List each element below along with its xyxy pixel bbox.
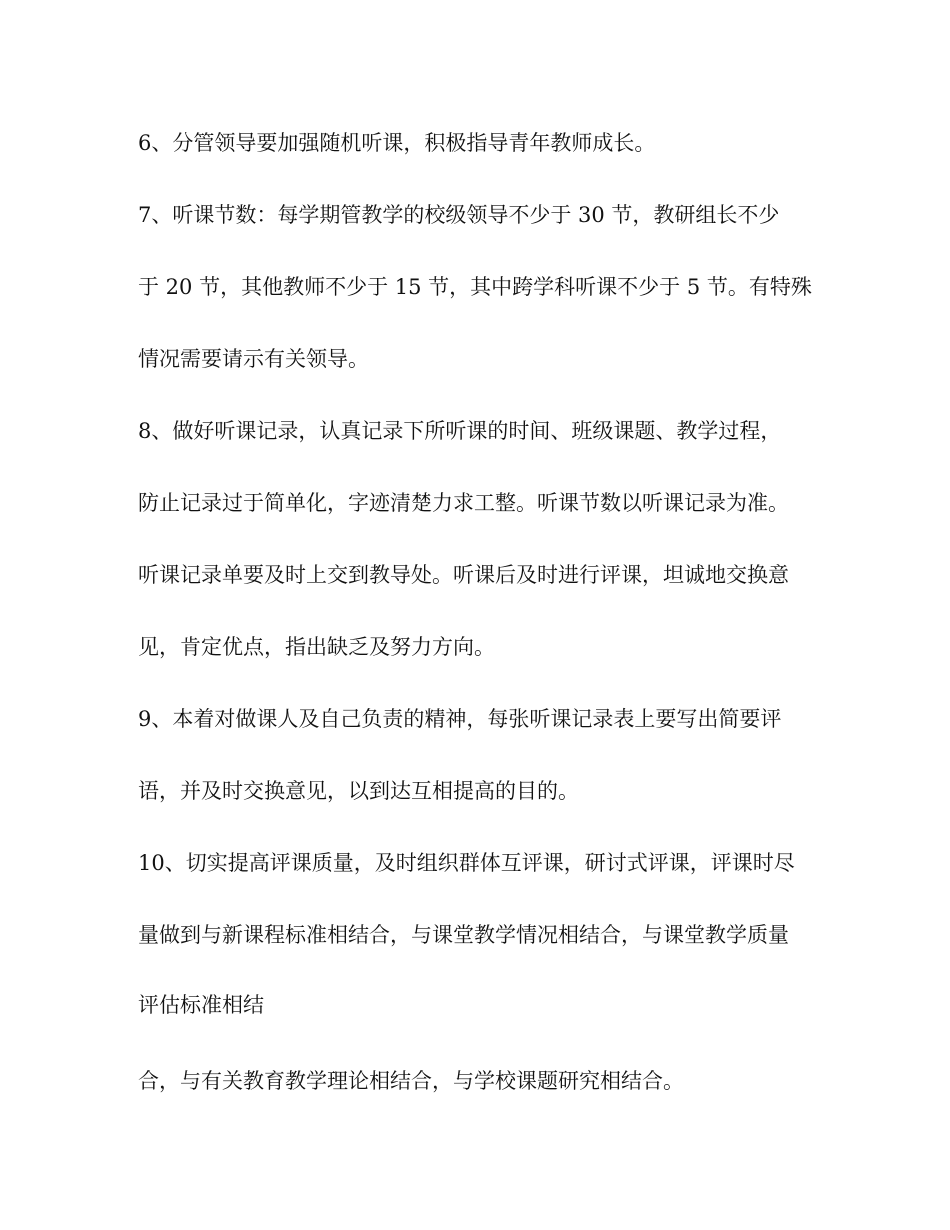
text-line-item8-c: 听课记录单要及时上交到教导处。听课后及时进行评课，坦诚地交换意	[138, 563, 789, 587]
text-line-item8-b: 防止记录过于简单化，字迹清楚力求工整。听课节数以听课记录为准。	[138, 491, 789, 515]
text-line-item10-b: 量做到与新课程标准相结合，与课堂教学情况相结合，与课堂教学质量	[138, 923, 789, 947]
text-line-item8-d: 见，肯定优点，指出缺乏及努力方向。	[138, 635, 495, 659]
text-line-item9-a: 9、本着对做课人及自己负责的精神，每张听课记录表上要写出简要评	[138, 707, 782, 731]
text-line-item10-c: 评估标准相结	[138, 993, 264, 1017]
text-line-item7-c: 情况需要请示有关领导。	[138, 347, 369, 371]
text-line-item10-a: 10、切实提高评课质量，及时组织群体互评课，研讨式评课，评课时尽	[138, 851, 795, 875]
text-line-item10-d: 合，与有关教育教学理论相结合，与学校课题研究相结合。	[138, 1069, 684, 1093]
text-line-item7-a: 7、听课节数：每学期管教学的校级领导不少于 30 节，教研组长不少	[138, 203, 780, 227]
text-line-item6: 6、分管领导要加强随机听课，积极指导青年教师成长。	[138, 131, 656, 155]
text-line-item8-a: 8、做好听课记录，认真记录下所听课的时间、班级课题、教学过程，	[138, 419, 782, 443]
text-line-item9-b: 语，并及时交换意见，以到达互相提高的目的。	[138, 779, 579, 803]
text-line-item7-b: 于 20 节，其他教师不少于 15 节，其中跨学科听课不少于 5 节。有特殊	[138, 275, 812, 299]
